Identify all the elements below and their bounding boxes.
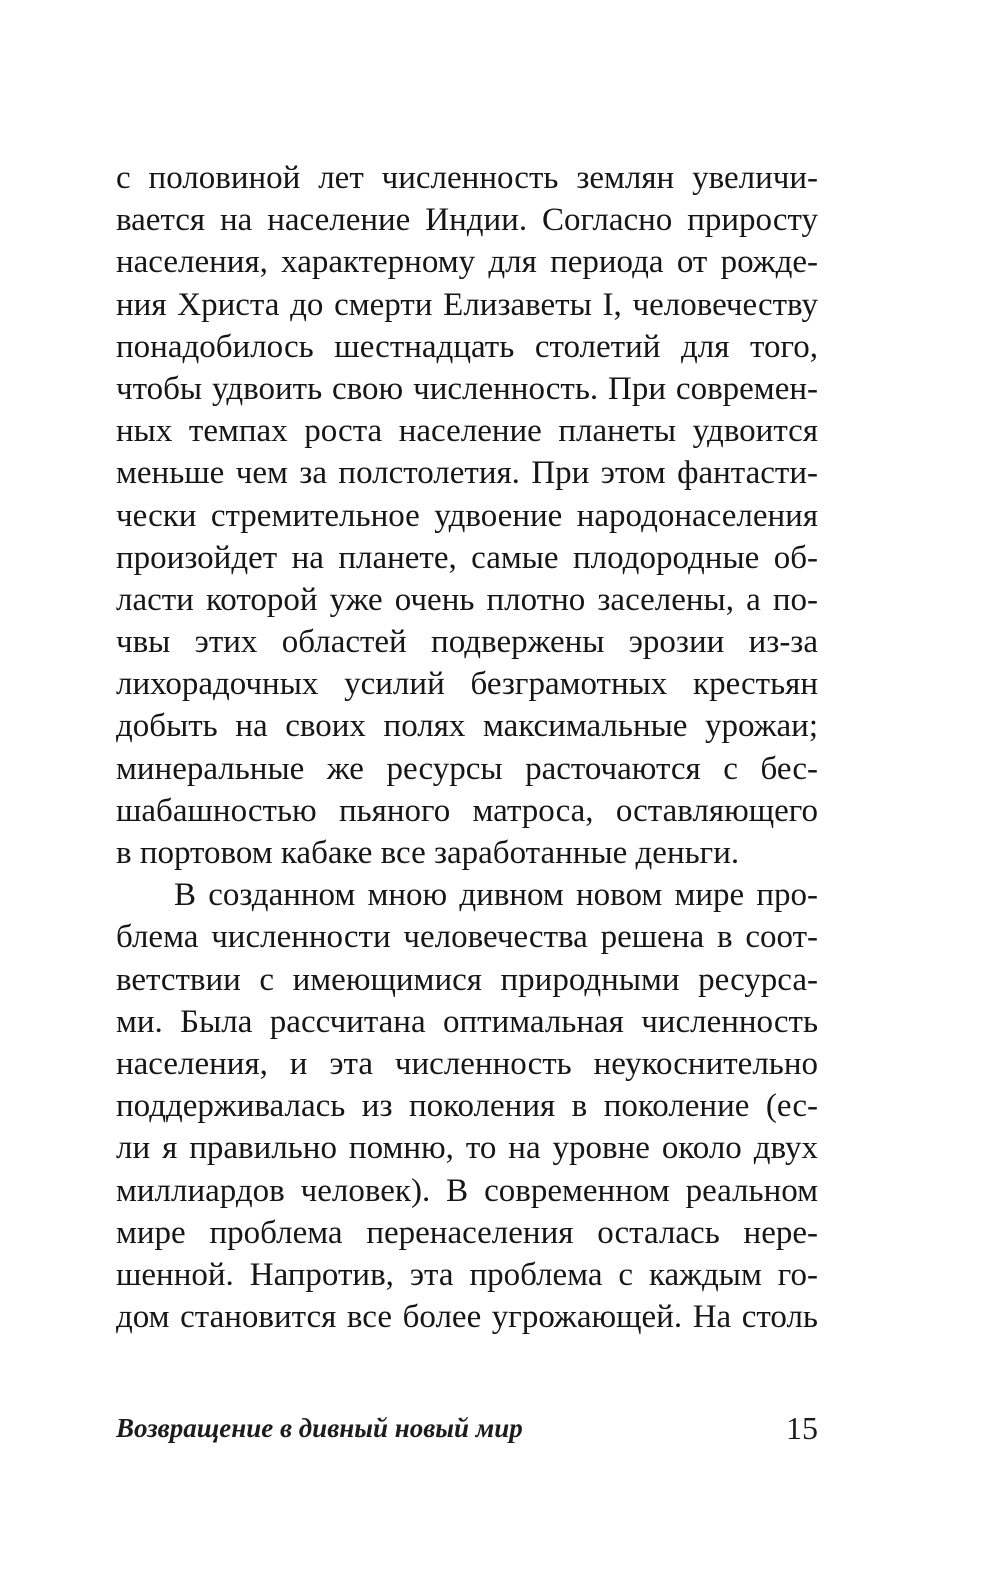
text-line: с половиной лет численность землян увеличи-: [116, 160, 818, 196]
text-line: в портовом кабаке все заработанные деньги.: [116, 835, 740, 871]
text-line: ветствии с имеющимися природными ресурса-: [116, 961, 818, 998]
text-line: чески стремительное удвоение народонаселения: [116, 497, 818, 534]
text-line: блема численности человечества решена в соот-: [116, 919, 818, 956]
text-line: миллиардов человек). В современном реальном: [116, 1172, 818, 1209]
text-line: добыть на своих полях максимальные урожаи;: [116, 708, 818, 745]
text-line: ли я правильно помню, то на уровне около двух: [116, 1130, 818, 1167]
paragraph-first-line: В созданном мною дивном новом мире про-: [174, 877, 818, 914]
text-line: ных темпах роста население планеты удвоится: [116, 413, 818, 450]
text-line: чвы этих областей подвержены эрозии из-за: [116, 624, 818, 661]
page-footer: [116, 1406, 818, 1450]
text-line: ния Христа до смерти Елизаветы I, человечеству: [116, 286, 818, 323]
text-line: лихорадочных усилий безграмотных крестьян: [116, 666, 818, 703]
text-line: населения, и эта численность неукоснительно: [116, 1045, 818, 1082]
text-line: вается на население Индии. Согласно приросту: [116, 202, 818, 239]
text-line: поддерживалась из поколения в поколение (ес-: [116, 1088, 818, 1125]
text-line: дом становится все более угрожающей. На столь: [116, 1299, 818, 1336]
text-line: произойдет на планете, самые плодородные об-: [116, 539, 818, 576]
text-line: шабашностью пьяного матроса, оставляющего: [116, 792, 818, 829]
running-title: Возвращение в дивный новый мир: [116, 1413, 523, 1443]
page-number: 15: [786, 1410, 818, 1446]
body-text: [116, 157, 818, 1338]
text-line: меньше чем за полстолетия. При этом фантасти-: [116, 455, 818, 492]
text-line: понадобилось шестнадцать столетий для того,: [116, 328, 818, 365]
text-line: ласти которой уже очень плотно заселены, а по-: [116, 581, 818, 618]
text-line: населения, характерному для периода от рожде-: [116, 244, 818, 281]
text-line: шенной. Напротив, эта проблема с каждым го-: [116, 1256, 818, 1293]
text-line: минеральные же ресурсы расточаются с бес-: [116, 750, 818, 787]
text-line: чтобы удвоить свою численность. При современ-: [116, 370, 818, 407]
text-line: мире проблема перенаселения осталась нере-: [116, 1214, 818, 1251]
text-line: ми. Была рассчитана оптимальная численность: [116, 1003, 818, 1040]
